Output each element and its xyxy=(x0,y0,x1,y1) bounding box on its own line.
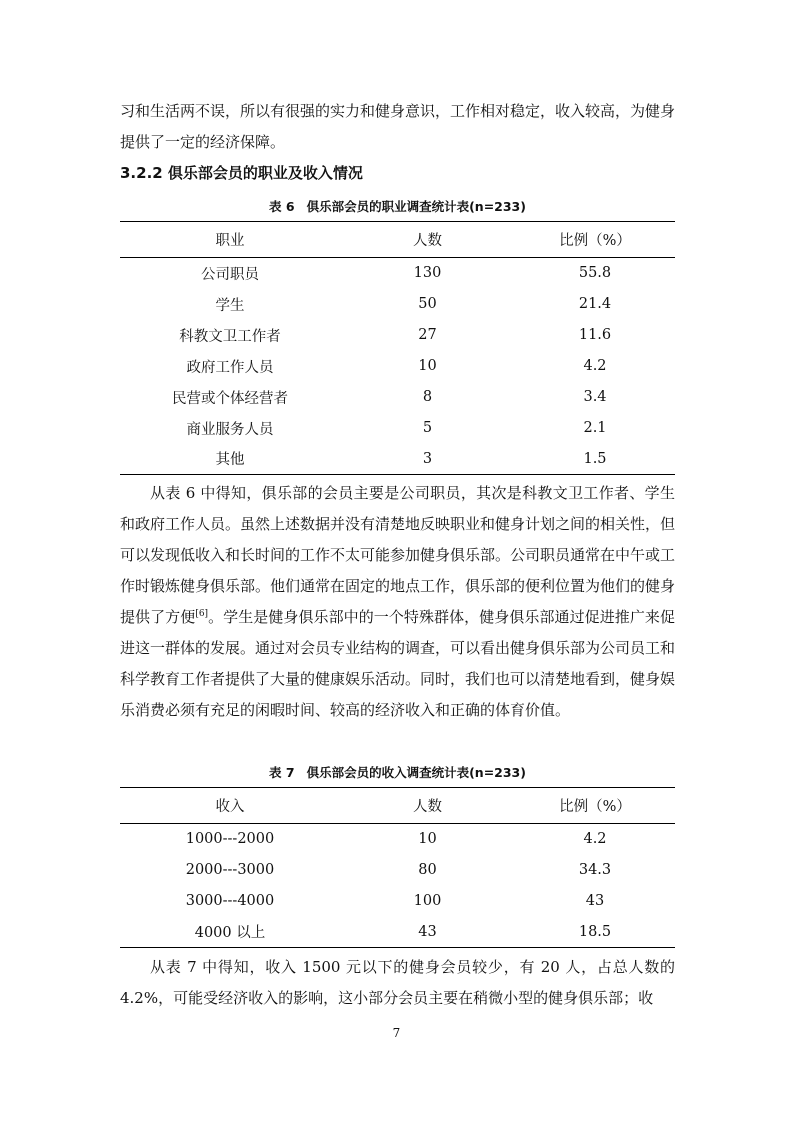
table-cell: 18.5 xyxy=(578,923,612,940)
table-cell: 学生 xyxy=(215,297,245,314)
table-cell: 1.5 xyxy=(583,450,607,467)
table-cell: 80 xyxy=(418,862,437,878)
table-cell: 2000---3000 xyxy=(185,862,275,878)
table-row xyxy=(120,382,675,413)
table7-caption xyxy=(120,764,675,782)
table6-title: 俱乐部会员的职业调查统计表(n=233) xyxy=(306,199,526,214)
table-row xyxy=(120,351,675,382)
table-row xyxy=(120,886,675,917)
table-cell: 2.1 xyxy=(583,420,607,436)
table-cell: 3 xyxy=(422,450,433,467)
column-header-percent: 比例（%） xyxy=(559,233,631,249)
table-header-row xyxy=(120,788,675,824)
citation-marker: [6] xyxy=(195,609,209,619)
analysis-paragraph xyxy=(120,478,675,726)
column-header-occupation: 职业 xyxy=(215,233,245,249)
table-cell: 民营或个体经营者 xyxy=(172,390,288,407)
closing-paragraph: 从表 7 中得知，收入 1500 元以下的健身会员较少，有 20 人，占总人数的 4.2%，可能受经济收入的影响，这小部分会员主要在稍微小型的健身俱乐部；收 xyxy=(120,958,675,1007)
table-row xyxy=(120,917,675,948)
table-cell: 55.8 xyxy=(578,265,612,282)
intro-paragraph: 习和生活两不误，所以有很强的实力和健身意识，工作相对稳定，收入较高，为健身提供了一定的经济保障。 xyxy=(120,102,676,151)
paragraph-text: 。学生是健身俱乐部中的一个特殊群体，健身俱乐部通过促进推广来促进这一群体的发展。通过对会员专业结构的调查，可以看出健身俱乐部为公司员工和科学教育工作者提供了大量的健康娱乐活动。同时，我们也可以清楚地看到，健身娱乐消费必须有充足的闲暇时间、较高的经济收入和正确的体育价值。 xyxy=(120,608,676,719)
table6-number: 表 6 xyxy=(269,199,295,214)
table7-number: 表 7 xyxy=(269,765,295,780)
page-number: 7 xyxy=(392,1026,401,1040)
table-cell: 4.2 xyxy=(583,831,607,848)
occupation-table xyxy=(120,221,675,475)
column-header-count: 人数 xyxy=(413,799,442,815)
column-header-income: 收入 xyxy=(215,799,245,815)
income-table xyxy=(120,787,675,948)
table-cell: 3.4 xyxy=(583,389,607,405)
table-row xyxy=(120,413,675,444)
table-cell: 4000 以上 xyxy=(194,925,266,942)
table-cell: 100 xyxy=(413,893,442,909)
table-cell: 43 xyxy=(585,893,605,909)
table7-title: 俱乐部会员的收入调查统计表(n=233) xyxy=(306,765,526,780)
column-header-percent: 比例（%） xyxy=(559,799,631,815)
table-cell: 其他 xyxy=(215,452,245,469)
table-cell: 4.2 xyxy=(583,358,607,374)
table-cell: 130 xyxy=(413,265,442,282)
table-cell: 11.6 xyxy=(578,327,612,343)
table-cell: 3000---4000 xyxy=(185,893,275,909)
table6-caption xyxy=(120,198,675,216)
section-heading: 3.2.2 俱乐部会员的职业及收入情况 xyxy=(120,164,363,182)
table-row xyxy=(120,320,675,351)
table-row xyxy=(120,824,675,855)
table-cell: 8 xyxy=(422,389,433,405)
table-row xyxy=(120,289,675,320)
table-row xyxy=(120,855,675,886)
table-cell: 商业服务人员 xyxy=(186,421,274,438)
table-cell: 27 xyxy=(418,327,437,343)
table-cell: 50 xyxy=(418,296,437,312)
table-cell: 公司职员 xyxy=(201,266,259,283)
table-header-row xyxy=(120,222,675,258)
table-cell: 1000---2000 xyxy=(185,831,275,848)
table-cell: 34.3 xyxy=(578,862,612,878)
table-cell: 10 xyxy=(418,831,437,848)
table-cell: 10 xyxy=(418,358,437,374)
table-cell: 政府工作人员 xyxy=(186,359,274,376)
paragraph-text: 从表 6 中得知，俱乐部的会员主要是公司职员，其次是科教文卫工作者、学生和政府工作人员。虽然上述数据并没有清楚地反映职业和健身计划之间的相关性，但可以发现低收入和长时间的工作不太可能参加健身俱乐部。公司职员通常在中午或工作时锻炼健身俱乐部。他们通常在固定的地点工作，俱乐部的便利位置为他们的健身提供了方便 xyxy=(120,484,676,626)
table-cell: 科教文卫工作者 xyxy=(179,328,281,345)
table-cell: 21.4 xyxy=(578,296,612,312)
table-cell: 5 xyxy=(422,420,433,436)
table-row xyxy=(120,258,675,289)
table-cell: 43 xyxy=(418,923,437,940)
column-header-count: 人数 xyxy=(413,233,442,249)
table-row xyxy=(120,444,675,475)
